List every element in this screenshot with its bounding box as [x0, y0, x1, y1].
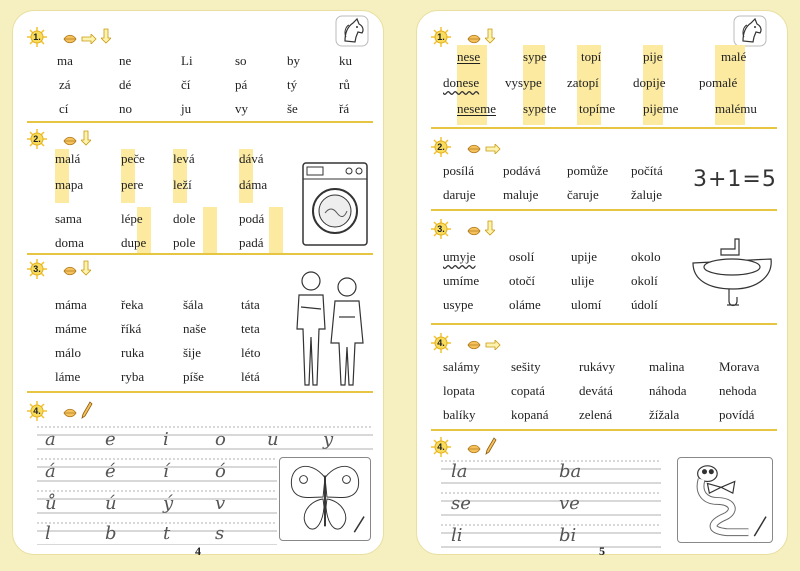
word: osolí — [509, 249, 535, 264]
word: malému — [715, 101, 757, 116]
section-divider — [431, 127, 777, 129]
word: ne — [119, 53, 132, 68]
word: peče — [121, 151, 145, 166]
left-ex2 — [27, 127, 373, 251]
word: zelená — [579, 407, 613, 422]
lips-icon — [63, 31, 77, 43]
word: dopije — [633, 75, 666, 90]
word: žížala — [649, 407, 680, 422]
word: padá — [239, 235, 264, 250]
section-divider — [27, 253, 373, 255]
word: sešity — [511, 359, 541, 374]
cursive-letter: á — [45, 461, 56, 482]
word: počítá — [631, 163, 663, 178]
word: neseme — [457, 101, 496, 116]
word: láme — [55, 369, 81, 384]
word: Li — [181, 53, 193, 68]
sun-icon: 4. — [431, 437, 451, 457]
word: rukávy — [579, 359, 616, 374]
word: řeka — [121, 297, 144, 312]
cursive-letter: u — [267, 429, 279, 450]
word: dupe — [121, 235, 147, 250]
word: pijeme — [643, 101, 679, 116]
right-ex4a — [431, 331, 777, 433]
word: balíky — [443, 407, 476, 422]
worm-illustration — [677, 457, 773, 543]
sink-illustration — [687, 235, 777, 315]
word: čaruje — [567, 187, 599, 202]
word: táta — [241, 297, 260, 312]
left-ex3 — [27, 257, 373, 393]
word: topíme — [579, 101, 616, 116]
word: pole — [173, 235, 196, 250]
word: máme — [55, 321, 87, 336]
word: oláme — [509, 297, 541, 312]
word: náhoda — [649, 383, 687, 398]
word: pá — [235, 77, 248, 92]
word: šála — [183, 297, 204, 312]
highlight — [269, 207, 283, 253]
word: nese — [457, 49, 481, 64]
right-ex4b — [431, 437, 777, 551]
cursive-letter: i — [163, 429, 169, 450]
word: cí — [59, 101, 69, 116]
cursive-letter: ů — [45, 493, 57, 514]
word: doma — [55, 235, 84, 250]
word: pere — [121, 177, 144, 192]
arrow-right-icon — [485, 337, 501, 349]
cursive-syllable: bi — [559, 525, 577, 546]
word: levá — [173, 151, 195, 166]
word: dává — [239, 151, 264, 166]
two-boys-illustration — [291, 267, 371, 389]
word: šije — [183, 345, 202, 360]
arrow-right-icon — [485, 141, 501, 153]
word: Morava — [719, 359, 760, 374]
cursive-syllable: se — [451, 493, 471, 514]
word: léto — [241, 345, 261, 360]
sun-icon: 4. — [27, 401, 47, 421]
word: ruka — [121, 345, 145, 360]
left-ex4 — [27, 399, 373, 549]
word: malina — [649, 359, 685, 374]
sun-icon: 4. — [431, 333, 451, 353]
handwritten-equation: 3+1=5 — [693, 167, 777, 192]
arrow-right-icon — [81, 31, 97, 43]
arrow-down-icon — [81, 260, 91, 276]
word: ma — [57, 53, 73, 68]
cursive-letter: í — [163, 461, 169, 482]
word: topí — [581, 49, 602, 64]
word: řá — [339, 101, 350, 116]
word: říká — [121, 321, 142, 336]
arrow-down-icon — [485, 220, 495, 236]
word: še — [287, 101, 298, 116]
pencil-icon — [81, 401, 93, 419]
word: ulomí — [571, 297, 602, 312]
left-page — [12, 10, 384, 555]
word: daruje — [443, 187, 476, 202]
page-number: 5 — [599, 544, 605, 558]
lips-icon — [467, 223, 481, 235]
word: okolo — [631, 249, 661, 264]
section-divider — [27, 391, 373, 393]
word: leží — [173, 177, 192, 192]
cursive-letter: s — [215, 523, 225, 544]
word: ulije — [571, 273, 595, 288]
word: salámy — [443, 359, 480, 374]
lips-icon — [467, 441, 481, 453]
cursive-letter: l — [45, 523, 51, 544]
washing-machine-illustration — [301, 161, 369, 247]
cursive-syllable: ba — [559, 461, 582, 482]
word: vysype — [505, 75, 542, 90]
cursive-syllable: la — [451, 461, 468, 482]
sun-icon: 1. — [431, 27, 451, 47]
lips-icon — [467, 337, 481, 349]
word: teta — [241, 321, 260, 336]
word: sypete — [523, 101, 557, 116]
highlight — [203, 207, 217, 253]
lips-icon — [63, 263, 77, 275]
right-page — [416, 10, 788, 555]
word: pomalé — [699, 75, 738, 90]
word: malá — [55, 151, 81, 166]
cursive-syllable: li — [451, 525, 463, 546]
word: čí — [181, 77, 191, 92]
word: zatopí — [567, 75, 599, 90]
word: podá — [239, 211, 265, 226]
left-ex1 — [27, 25, 373, 123]
sun-icon: 2. — [27, 129, 47, 149]
page-number: 4 — [195, 544, 201, 558]
word: ju — [181, 101, 192, 116]
word: posílá — [443, 163, 475, 178]
word: ku — [339, 53, 352, 68]
word: žaluje — [631, 187, 663, 202]
word: no — [119, 101, 132, 116]
word: lépe — [121, 211, 143, 226]
word: donese — [443, 75, 480, 90]
section-divider — [431, 429, 777, 431]
word: umyje — [443, 249, 476, 264]
word: so — [235, 53, 247, 68]
word: sype — [523, 49, 547, 64]
word: zá — [59, 77, 71, 92]
cursive-letter: ó — [215, 461, 226, 482]
word: létá — [241, 369, 260, 384]
word: máma — [55, 297, 87, 312]
pencil-icon — [485, 437, 497, 455]
cursive-letter: y — [323, 429, 334, 450]
word: copatá — [511, 383, 545, 398]
word: lopata — [443, 383, 475, 398]
butterfly-illustration — [279, 457, 371, 541]
lips-icon — [63, 405, 77, 417]
right-ex3 — [431, 217, 777, 325]
word: naše — [183, 321, 207, 336]
word: mapa — [55, 177, 84, 192]
lips-icon — [467, 31, 481, 43]
cursive-letter: ú — [105, 493, 117, 514]
word: umíme — [443, 273, 480, 288]
word: sama — [55, 211, 82, 226]
word: malé — [721, 49, 747, 64]
word: málo — [55, 345, 81, 360]
word: maluje — [503, 187, 539, 202]
cursive-letter: b — [105, 523, 117, 544]
section-divider — [431, 323, 777, 325]
cursive-letter: v — [215, 493, 226, 514]
lips-icon — [63, 133, 77, 145]
arrow-down-icon — [81, 130, 91, 146]
cursive-syllable: ve — [559, 493, 580, 514]
word: upije — [571, 249, 597, 264]
word: kopaná — [511, 407, 549, 422]
section-divider — [431, 209, 777, 211]
word: dáma — [239, 177, 268, 192]
word: rů — [339, 77, 350, 92]
word: by — [287, 53, 300, 68]
word: nehoda — [719, 383, 757, 398]
arrow-down-icon — [485, 28, 495, 44]
word: píše — [183, 369, 204, 384]
word: dé — [119, 77, 132, 92]
section-divider — [27, 121, 373, 123]
arrow-down-icon — [101, 28, 111, 44]
right-ex2 — [431, 135, 777, 211]
cursive-letter: é — [105, 461, 116, 482]
sun-icon: 3. — [27, 259, 47, 279]
word: povídá — [719, 407, 755, 422]
writing-lines — [441, 459, 661, 549]
cursive-letter: e — [105, 429, 116, 450]
word: údolí — [631, 297, 658, 312]
cursive-letter: o — [215, 429, 226, 450]
word: vy — [235, 101, 248, 116]
word: ryba — [121, 369, 145, 384]
sun-icon: 2. — [431, 137, 451, 157]
word: dole — [173, 211, 196, 226]
word: podává — [503, 163, 541, 178]
word: tý — [287, 77, 298, 92]
sun-icon: 1. — [27, 27, 47, 47]
right-ex1 — [431, 25, 777, 129]
cursive-letter: a — [45, 429, 56, 450]
word: pije — [643, 49, 663, 64]
sun-icon: 3. — [431, 219, 451, 239]
word: devátá — [579, 383, 613, 398]
cursive-letter: ý — [163, 493, 174, 514]
word: usype — [443, 297, 474, 312]
word: pomůže — [567, 163, 609, 178]
lips-icon — [467, 141, 481, 153]
word: okolí — [631, 273, 658, 288]
word: otočí — [509, 273, 535, 288]
cursive-letter: t — [163, 523, 171, 544]
